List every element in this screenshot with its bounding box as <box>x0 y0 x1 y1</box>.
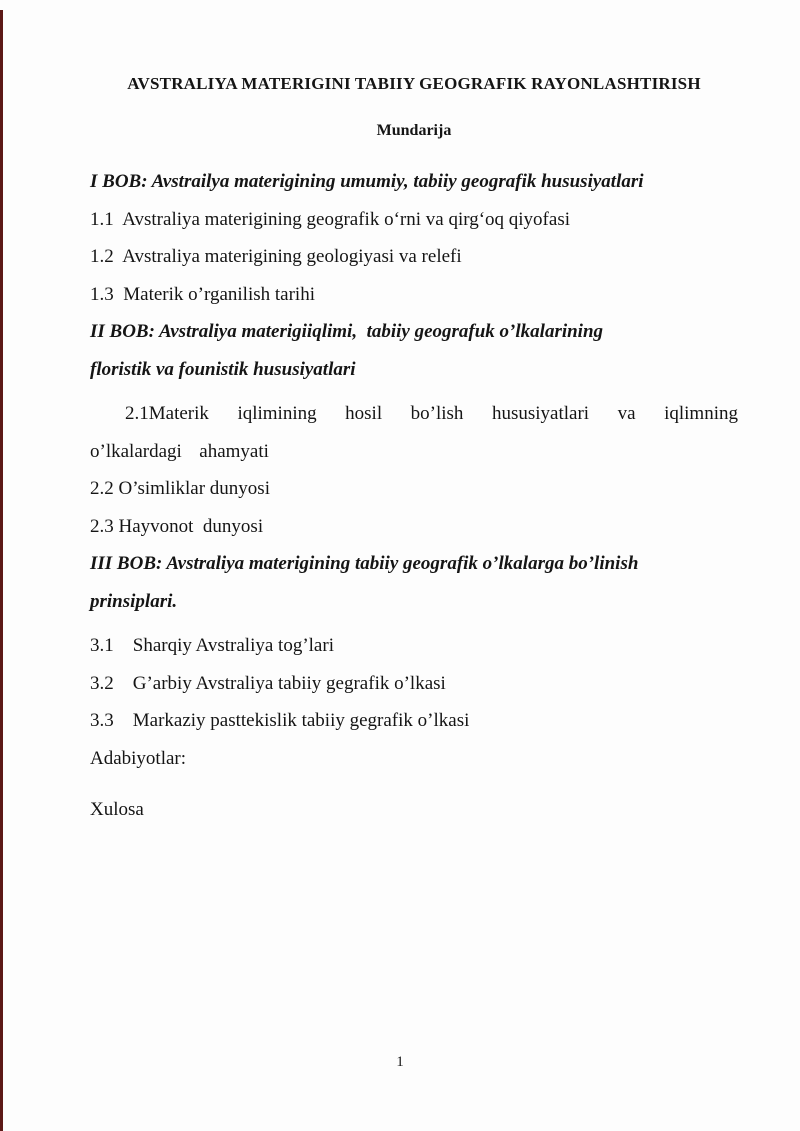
references-label: Adabiyotlar: <box>90 747 187 769</box>
toc-item-3-1: 3.1 Sharqiy Avstraliya tog’lari <box>90 635 334 656</box>
toc-item-1-3: 1.3 Materik o’rganilish tarihi <box>90 283 315 305</box>
toc-item-3-2: 3.2 G’arbiy Avstraliya tabiiy gegrafik o’lkasi <box>90 672 446 694</box>
toc-item-3-3: 3.3 Markaziy pasttekislik tabiiy gegrafik o’lkasi <box>90 710 470 731</box>
chapter3-heading-line2: prinsiplari. <box>90 590 178 612</box>
document-subtitle: Mundarija <box>376 122 452 139</box>
toc-item-2-1-line2: o’lkalardagi ahamyati <box>90 440 269 462</box>
toc-item-2-3: 2.3 Hayvonot dunyosi <box>90 515 264 537</box>
toc-item-2-2: 2.2 O’simliklar dunyosi <box>90 478 270 499</box>
chapter3-heading-line1: III BOB: Avstraliya materigining tabiiy geografik o’lkalarga bo’linish <box>90 553 639 574</box>
document-title: AVSTRALIYA MATERIGINI TABIIY GEOGRAFIK RAYONLASHTIRISH <box>127 74 701 93</box>
chapter1-heading: I BOB: Avstrailya materigining umumiy, tabiiy geografik hususiyatlari <box>90 171 644 192</box>
chapter2-heading-line2: floristik va founistik hususiyatlari <box>90 358 356 380</box>
toc-item-2-1-line1: 2.1Materik iqlimining hosil bo’lish hususiyatlari va iqlimning <box>125 403 738 424</box>
toc-item-1-1: 1.1 Avstraliya materigining geografik oʻrni va qirgʻoq qiyofasi <box>90 208 570 230</box>
toc-item-1-2: 1.2 Avstraliya materigining geologiyasi va relefi <box>90 246 462 267</box>
page-number: 1 <box>396 1054 404 1070</box>
left-edge-stripe <box>0 10 3 1131</box>
conclusion-label: Xulosa <box>90 799 144 820</box>
chapter2-heading-line1: II BOB: Avstraliya materigiiqlimi, tabiiy geografuk o’lkalarining <box>90 321 604 342</box>
document-content <box>90 0 738 829</box>
